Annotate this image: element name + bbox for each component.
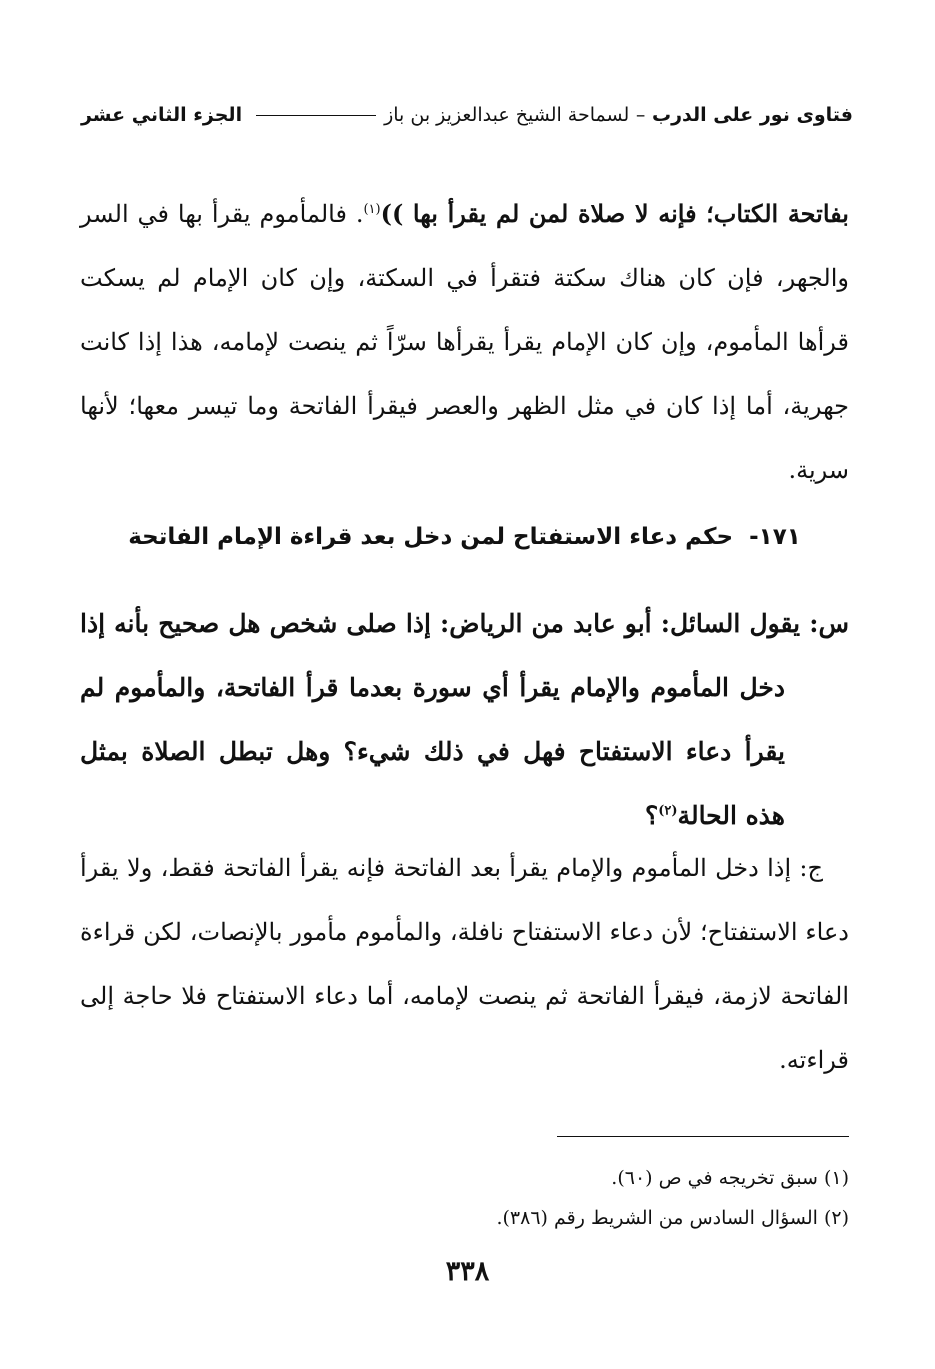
footnote-divider [557, 1136, 849, 1137]
header-part-group [81, 104, 384, 126]
footnote-2: (٢) السؤال السادس من الشريط رقم (٣٨٦). [496, 1207, 849, 1229]
header-separator: – [635, 104, 646, 126]
question-text: س: يقول السائل: أبو عابد من الرياض: إذا صلى شخص هل صحيح بأنه إذا دخل المأموم والإمام يقرأ أي سورة بعدما قرأ الفاتحة، والمأموم لم يقرأ دعاء الاستفتاح فهل في ذلك شيء؟ وهل تبطل الصلاة بمثل هذه الحالة [80, 609, 849, 830]
page-number: ٣٣٨ [445, 1256, 490, 1287]
paragraph-rest: . فالمأموم يقرأ بها في السر والجهر، فإن كان هناك سكتة فتقرأ في السكتة، وإن كان الإمام لم يسكت قرأها المأموم، وإن كان الإمام يقرأ يقرأها سرّاً ثم ينصت لإمامه، هذا إذا كانت جهرية، أما إذا كان في مثل الظهر والعصر فيقرأ الفاتحة وما تيسر معها؛ لأنها سرية. [80, 200, 849, 484]
footnote-ref-1: (١) [363, 202, 381, 217]
running-header [80, 98, 853, 132]
footnotes [300, 1158, 849, 1238]
hadith-quote: بفاتحة الكتاب؛ فإنه لا صلاة لمن لم يقرأ بها )) [380, 199, 849, 228]
section-heading [80, 512, 849, 562]
header-rule [256, 115, 376, 116]
paragraph-continuation [80, 182, 849, 502]
footnote-ref-2: (٢) [658, 803, 678, 819]
section-title: حكم دعاء الاستفتاح لمن دخل بعد قراءة الإمام الفاتحة [128, 524, 734, 550]
answer-text: ج: إذا دخل المأموم والإمام يقرأ بعد الفاتحة فإنه يقرأ الفاتحة فقط، ولا يقرأ دعاء الاستفتاح؛ لأن دعاء الاستفتاح نافلة، والمأموم مأمور بالإنصات، لكن قراءة الفاتحة لازمة، فيقرأ الفاتحة ثم ينصت لإمامه، أما دعاء الاستفتاح فلا حاجة إلى قراءته. [80, 854, 849, 1074]
section-number: ١٧١- [749, 524, 801, 550]
footnote-1: (١) سبق تخريجه في ص (٦٠). [611, 1167, 849, 1189]
book-title: فتاوى نور على الدرب [652, 104, 853, 126]
question-block [80, 592, 849, 848]
header-title-group [384, 104, 853, 126]
header-part: الجزء الثاني عشر [80, 104, 243, 126]
answer-block [80, 836, 849, 1092]
header-sheikh: لسماحة الشيخ عبدالعزيز بن باز [384, 104, 630, 126]
question-mark: ؟ [644, 801, 659, 830]
